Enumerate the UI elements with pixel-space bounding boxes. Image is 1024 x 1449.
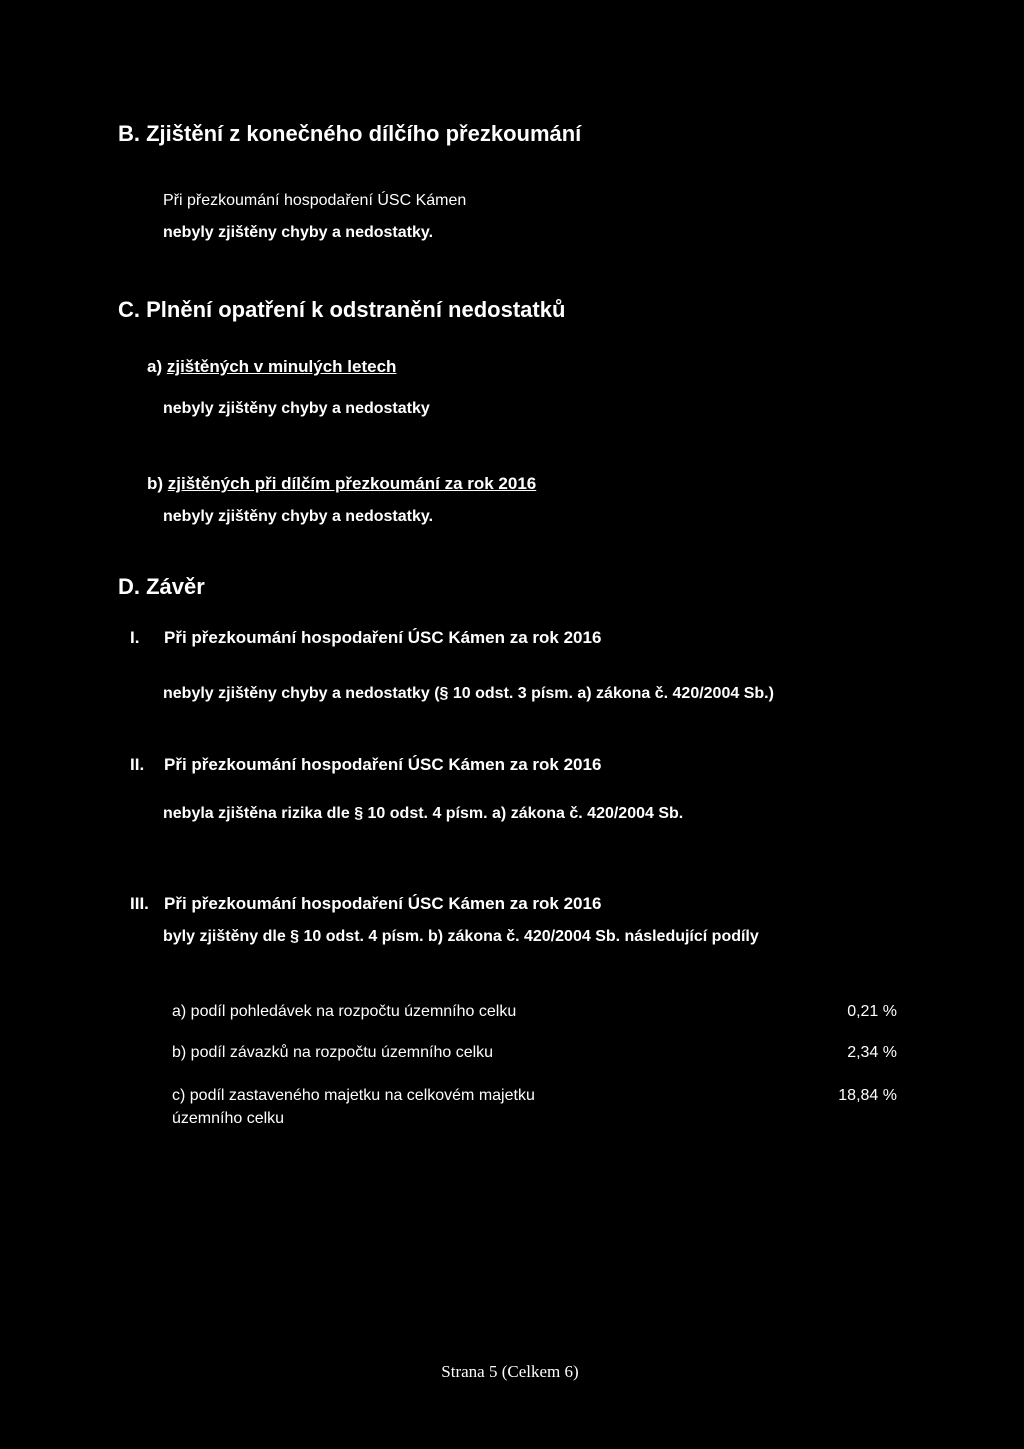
section-c-a-heading: [147, 357, 396, 377]
section-b-line1: Při přezkoumání hospodaření ÚSC Kámen: [163, 192, 467, 209]
section-c-b-text: nebyly zjištěny chyby a nedostatky.: [163, 508, 434, 525]
conclusion-2-number: II.: [130, 755, 145, 774]
section-c-a-title: zjištěných v minulých letech: [166, 357, 397, 376]
conclusion-1-number: I.: [130, 628, 140, 647]
conclusion-3-number: III.: [130, 894, 149, 913]
section-c-heading: C. Plnění opatření k odstranění nedostatků: [118, 297, 566, 322]
conclusion-2-text: nebyla zjištěna rizika dle § 10 odst. 4 písm. a) zákona č. 420/2004 Sb.: [163, 805, 684, 822]
page-footer: Strana 5 (Celkem 6): [441, 1362, 579, 1381]
share-c-label-line1: c) podíl zastaveného majetku na celkovém majetku: [172, 1087, 535, 1104]
section-c-a-prefix: a): [147, 357, 167, 376]
conclusion-2-title: Při přezkoumání hospodaření ÚSC Kámen za rok 2016: [164, 755, 602, 774]
share-b-label: b) podíl závazků na rozpočtu územního celku: [172, 1044, 494, 1061]
conclusion-1-title: Při přezkoumání hospodaření ÚSC Kámen za rok 2016: [164, 628, 602, 647]
section-b-line2: nebyly zjištěny chyby a nedostatky.: [163, 224, 434, 241]
conclusion-3-title: Při přezkoumání hospodaření ÚSC Kámen za rok 2016: [164, 894, 602, 913]
conclusion-1-text: nebyly zjištěny chyby a nedostatky (§ 10 odst. 3 písm. a) zákona č. 420/2004 Sb.): [163, 685, 774, 702]
share-b-value: 2,34 %: [847, 1044, 897, 1061]
section-d-heading: D. Závěr: [118, 574, 205, 599]
section-c-b-prefix: b): [147, 474, 168, 493]
section-c-a-text: nebyly zjištěny chyby a nedostatky: [163, 400, 430, 417]
section-b-heading: B. Zjištění z konečného dílčího přezkoumání: [118, 121, 582, 146]
share-a-value: 0,21 %: [847, 1003, 897, 1020]
share-a-label: a) podíl pohledávek na rozpočtu územního celku: [172, 1003, 517, 1020]
section-c-b-title: zjištěných při dílčím přezkoumání za rok 2016: [167, 474, 537, 493]
conclusion-3-text: byly zjištěny dle § 10 odst. 4 písm. b) zákona č. 420/2004 Sb. následující podíly: [163, 928, 759, 945]
share-c-value: 18,84 %: [838, 1087, 897, 1104]
share-c-label-line2: územního celku: [172, 1110, 285, 1127]
section-c-b-heading: [147, 474, 536, 494]
